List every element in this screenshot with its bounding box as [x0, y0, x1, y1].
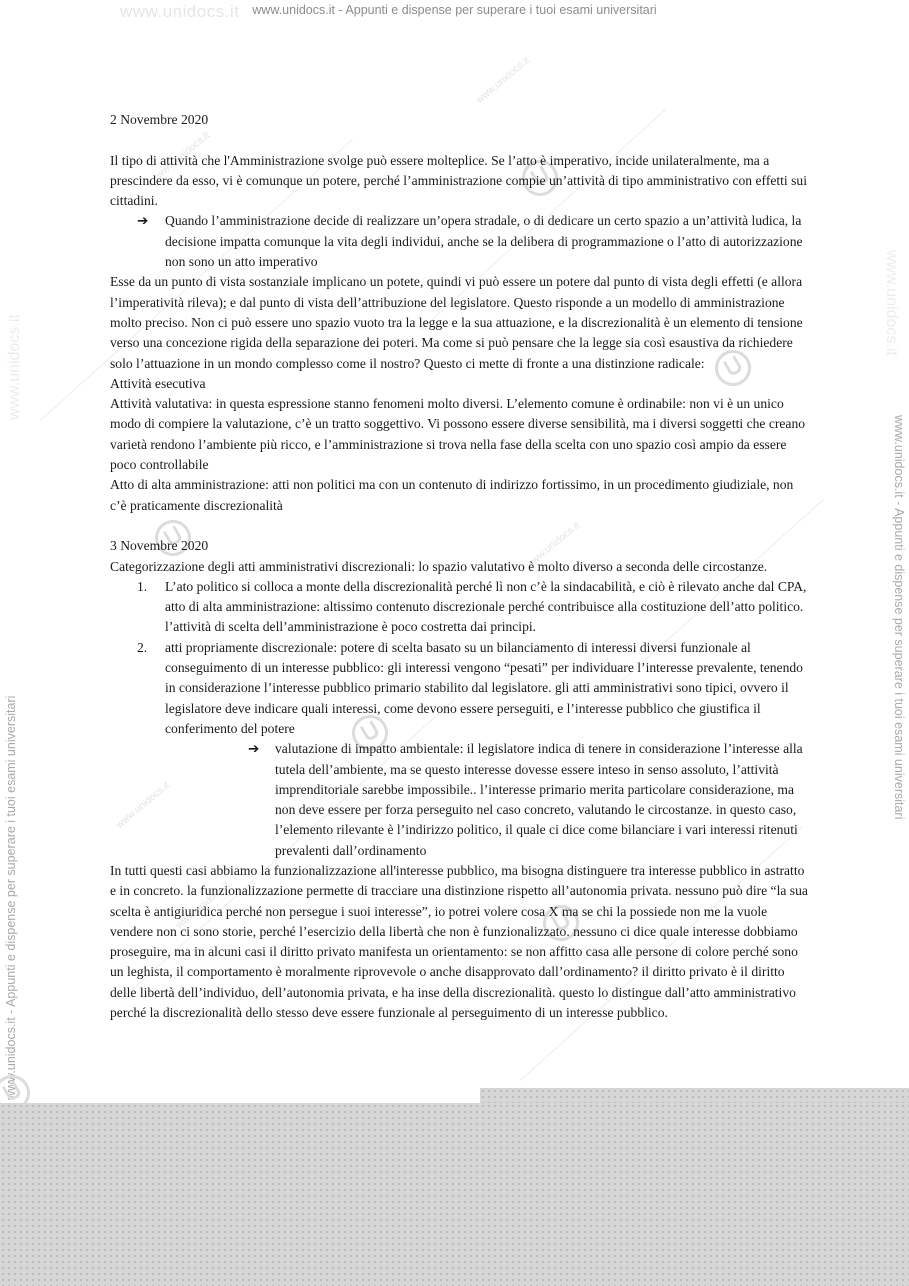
watermark-ghost-top: www.unidocs.it: [120, 2, 240, 21]
paragraph: Esse da un punto di vista sostanziale implicano un potete, quindi vi può essere un potere dal punto di vista degli effetti (e allora l’imperatività rileva); e dal punto di vista dell’attribuzione del legislatore. Questo risponde a un modello di amministrazione molto preciso. Non ci può essere uno spazio vuoto tra la legge e la sua attuazione, e la discrezionalità è un elemento di tensione verso una concezione rigida della separazione dei poteri. Ma come si può pensare che la legge sia così esaustiva da richiedere solo l’attuazione in un mondo complesso come il nostro? Questo ci mette di fronte a una distinzione radicale:: [110, 274, 803, 371]
list-item-text: L’ato politico si colloca a monte della discrezionalità perché lì non c’è la sindacabilità, e ciò è rilevato anche dal CPA, atto di alta amministrazione: altissimo contenuto discrezionale perché contribuisce alla costituzione dell’atto politico. l’attività di scelta dell’amministrazione è poco costretta dai principi.: [165, 578, 807, 635]
document-body: [110, 110, 810, 1023]
arrow-right-icon: ➔: [248, 741, 260, 757]
bullet-text: valutazione di impatto ambientale: il legislatore indica di tenere in considerazione l’interesse alla tutela dell’ambiente, ma se questo interesse dovesse essere inteso in senso assoluto, l’attività imprenditoriale sarebbe impossibile.. l’interesse primario merita particolare considerazione, ma non deve essere per forza perseguito nel caso concreto, valutando le circostanze. in questo caso, l’elemento rilevante è l’indirizzo politico, il quale ci dice come bilanciare i vari interessi ritenuti prevalenti dall’ordinamento: [275, 741, 803, 858]
arrow-bullet: [110, 211, 810, 272]
section-date: 2 Novembre 2020: [110, 112, 209, 127]
preview-blocker-overlay: [0, 1103, 909, 1286]
list-number: 2.: [137, 639, 148, 655]
paragraph: Atto di alta amministrazione: atti non politici ma con un contenuto di indirizzo fortissimo, in un procedimento giudiziale, non c’è praticamente discrezionalità: [110, 477, 794, 513]
watermark-right-ghost: www.unidocs.it: [883, 250, 900, 356]
watermark-diagonal-text: www.unidocs.it: [114, 780, 172, 831]
paragraph: Attività valutativa: in questa espressione stanno fenomeni molto diversi. L’elemento comune è ordinabile: non vi è un unico modo di compiere la valutazione, c’è un tratto soggettivo. Vi possono essere diverse sensibilità, ma i diversi soggetti che creano varietà rendono l’ambiente più ricco, e l’amministrazione si trova nella fase della scelta con uno spazio così ampio da essere poco controllabile: [110, 396, 806, 473]
paragraph: Attività esecutiva: [110, 375, 206, 391]
preview-blocker-overlay: [480, 1088, 909, 1104]
paragraph: In tutti questi casi abbiamo la funzionalizzazione all'interesse pubblico, ma bisogna distinguere tra interesse pubblico in astratto e in concreto. la funzionalizzazione permette di tracciare una distinzione rispetto all’autonomia privata. nessuno può dire “la sua scelta è antigiuridica perché non persegue i suoi interesse”, io potrei volere cosa X ma se chi la possiede non me la vuole vendere non ci sono storie, perché l’esercizio della libertà che non è funzionalizzato. nessuno ci dice quale interesse dobbiamo proseguire, ma in alcuni casi il diritto privato manifesta un orientamento: se non affitto casa alle persone di colore perché sono un leghista, il comportamento è moralmente riprovevole o anche disapprovato dall’ordinamento? il diritto privato è il diritto delle libertà dell’individuo, dell’autonomia privata, e ha inse della discrezionalità. questo lo distingue dall’atto amministrativo perché la discrezionalità dello stesso deve essere funzionale al perseguimento di un interesse pubblico.: [110, 862, 808, 1021]
arrow-sub-bullet: [110, 739, 810, 861]
watermark-diagonal-text: www.unidocs.it: [154, 130, 212, 181]
watermark-diagonal-text: www.unidocs.it: [524, 520, 582, 571]
paragraph: Il tipo di attività che l'Amministrazione svolge può essere molteplice. Se l’atto è imperativo, incide unilateralmente, ma a prescindere da esso, vi è comunque un potere, perché l’amministrazione compie un’attività di tipo amministrativo con effetti sui cittadini.: [110, 152, 807, 209]
list-item: [110, 577, 810, 638]
watermark-left: www.unidocs.it - Appunti e dispense per superare i tuoi esami universitari: [4, 695, 18, 1100]
list-number: 1.: [137, 578, 148, 594]
list-item: [110, 638, 810, 739]
watermark-diagonal-text: www.unidocs.it: [174, 880, 232, 931]
bullet-text: Quando l’amministrazione decide di realizzare un’opera stradale, o di dedicare un certo spazio a un’attività ludica, la decisione impatta comunque la vita degli individui, anche se la delibera di programmazione o l’atto di autorizzazione non sono un atto imperativo: [165, 213, 803, 270]
numbered-list: [110, 577, 810, 739]
arrow-right-icon: ➔: [137, 213, 149, 229]
watermark-diagonal-text: www.unidocs.it: [474, 55, 532, 106]
section-date: 3 Novembre 2020: [110, 538, 209, 554]
paragraph: Categorizzazione degli atti amministrativi discrezionali: lo spazio valutativo è molto diverso a seconda delle circostanze.: [110, 558, 768, 574]
watermark-left-ghost: www.unidocs.it: [6, 314, 23, 420]
watermark-top: www.unidocs.it - Appunti e dispense per superare i tuoi esami universitari: [252, 3, 657, 17]
watermark-right: www.unidocs.it - Appunti e dispense per superare i tuoi esami universitari: [892, 415, 906, 820]
list-item-text: atti propriamente discrezionale: potere di scelta basato su un bilanciamento di interessi diversi funzionale al conseguimento di un interesse pubblico: gli interessi vengono “pesati” per individuare l’interesse prevalente, tenendo in considerazione l’interesse pubblico primario stabilito dal legislatore. gli atti amministrativi sono tipici, ovvero il legislatore deve indicare quali interessi, come devono essere perseguiti, e l’interesse pubblico che giustifica il conferimento del potere: [165, 639, 803, 736]
